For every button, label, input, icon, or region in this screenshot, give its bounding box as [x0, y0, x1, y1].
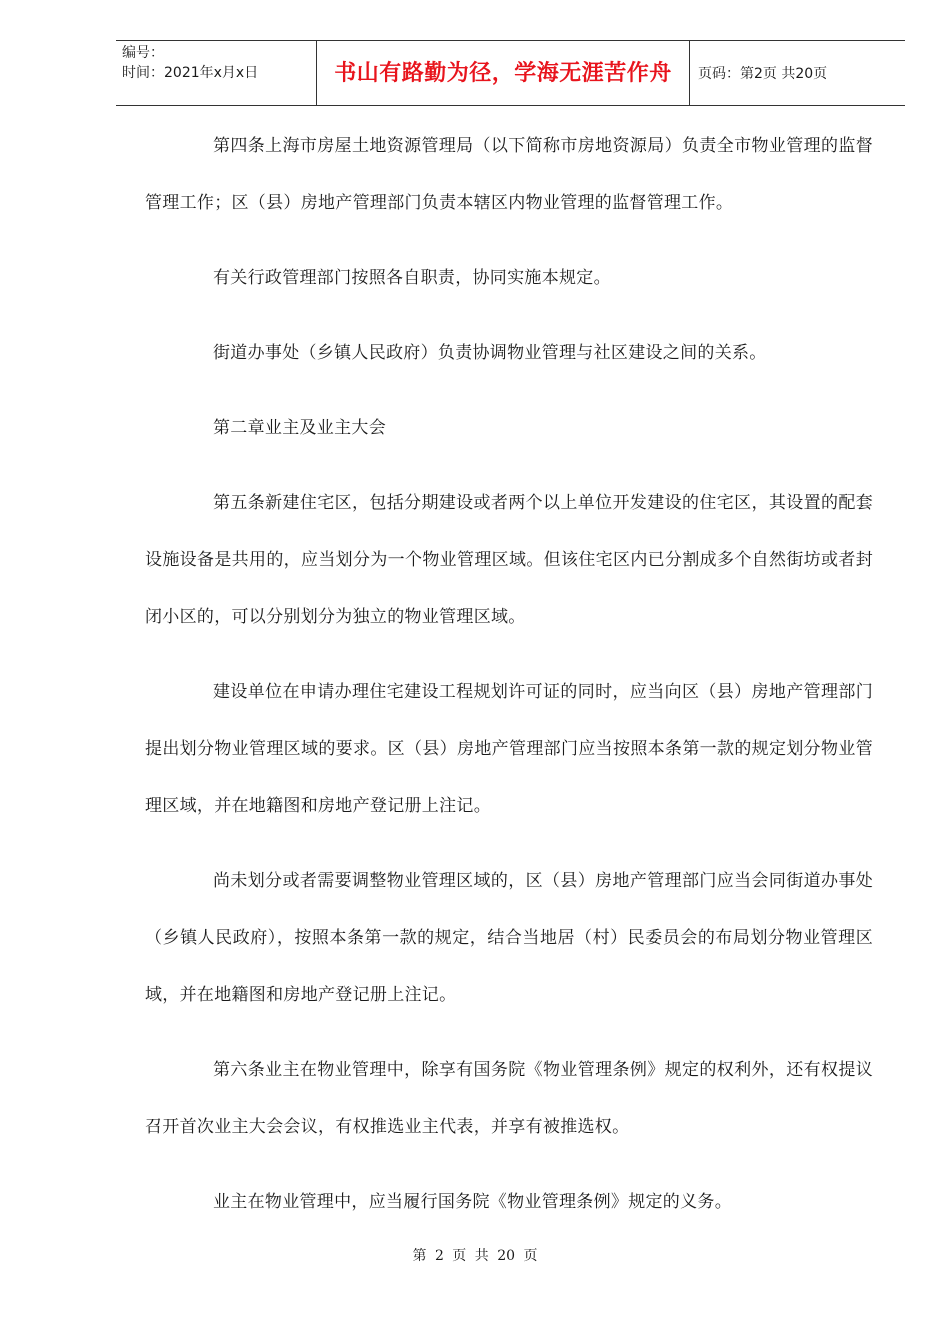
paragraph-construction-unit: 建设单位在申请办理住宅建设工程规划许可证的同时，应当向区（县）房地产管理部门提出划分物业管理区域的要求。区（县）房地产管理部门应当按照本条第一款的规定划分物业管理区域，并在地籍图和房地产登记册上注记。: [145, 682, 873, 816]
header-motto: 书山有路勤为径，学海无涯苦作舟: [316, 41, 690, 105]
page-footer: 第 2 页 共 20 页: [412, 1248, 538, 1264]
paragraph-article-5: 第五条新建住宅区，包括分期建设或者两个以上单位开发建设的住宅区，其设置的配套设施设备是共用的，应当划分为一个物业管理区域。但该住宅区内已分割成多个自然街坊或者封闭小区的，可以分别划分为独立的物业管理区域。: [145, 493, 873, 627]
page-header: [116, 40, 905, 106]
paragraph-departments: 有关行政管理部门按照各自职责，协同实施本规定。: [213, 268, 611, 288]
paragraph-article-6: 第六条业主在物业管理中，除享有国务院《物业管理条例》规定的权利外，还有权提议召开首次业主大会会议，有权推选业主代表，并享有被推选权。: [145, 1060, 873, 1137]
document-body: [145, 118, 873, 1249]
chapter-heading: 第二章业主及业主大会: [213, 418, 386, 438]
paragraph-adjust-area: 尚未划分或者需要调整物业管理区域的，区（县）房地产管理部门应当会同街道办事处（乡镇人民政府），按照本条第一款的规定，结合当地居（村）民委员会的布局划分物业管理区域，并在地籍图和房地产登记册上注记。: [145, 871, 873, 1005]
document-date: 时间：2021年x月x日: [122, 65, 259, 81]
paragraph-article-4: 第四条上海市房屋土地资源管理局（以下简称市房地资源局）负责全市物业管理的监督管理工作；区（县）房地产管理部门负责本辖区内物业管理的监督管理工作。: [145, 136, 873, 213]
paragraph-street-office: 街道办事处（乡镇人民政府）负责协调物业管理与社区建设之间的关系。: [213, 343, 767, 363]
header-meta: [116, 41, 316, 105]
header-page-number: 页码：第2页 共20页: [698, 66, 828, 82]
paragraph-owner-duties: 业主在物业管理中，应当履行国务院《物业管理条例》规定的义务。: [213, 1192, 732, 1212]
document-number: 编号：: [122, 45, 164, 61]
